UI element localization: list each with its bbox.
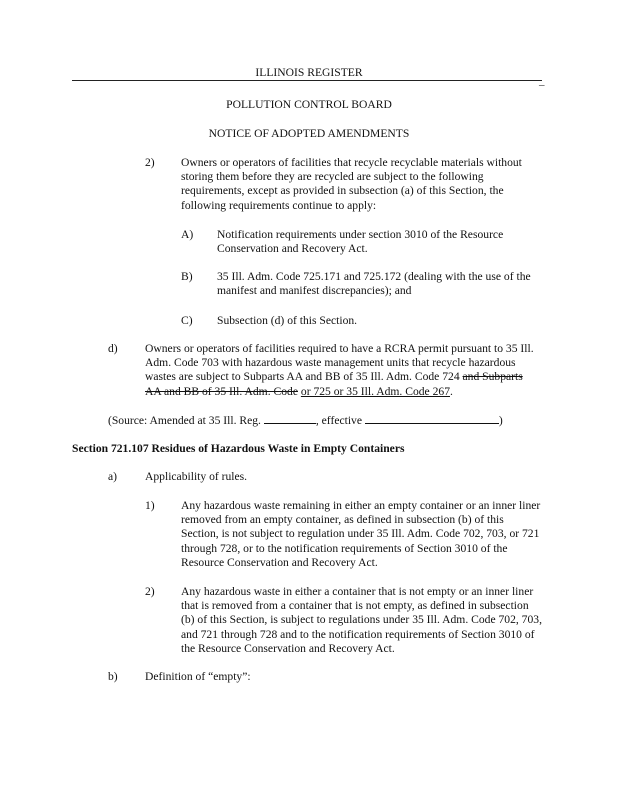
source-effective: , effective (315, 414, 362, 427)
item-d-inserted: or 725 or 35 Ill. Adm. Code 267 (300, 384, 450, 398)
source-suffix: ) (498, 414, 503, 427)
item-2a-label: A) (181, 228, 194, 241)
notice-title: NOTICE OF ADOPTED AMENDMENTS (208, 127, 410, 140)
header-tick: _ (539, 75, 545, 87)
item-a-label: a) (108, 470, 118, 483)
item-2-label: 2) (145, 156, 155, 169)
item-d-label: d) (108, 342, 118, 355)
item-a2-text: Any hazardous waste in either a container that is not empty or an inner liner that is removed from a container that is not empty, as defined in subsection (b) of this Section, is subject to regulations under 35 Ill. Adm. Code 702, 703, and 721 through 728 and to the notification requirements of Section 3010 of the Resource Conservation and Recovery Act. (181, 585, 542, 655)
item-2c-text: Subsection (d) of this Section. (217, 314, 358, 327)
effective-blank (365, 413, 499, 424)
section-title: Section 721.107 Residues of Hazardous Waste in Empty Containers (72, 442, 405, 455)
header-rule (72, 80, 542, 81)
item-d-struck: and Subparts AA and BB of 35 Ill. Adm. Code (145, 370, 523, 398)
item-2-text: Owners or operators of facilities that recycle recyclable materials without storing them before they are recycled are subject to the following requirements, except as provided in subsection (a) of this Section, the following requirements continue to apply: (181, 156, 522, 212)
item-d-end: . (450, 384, 453, 398)
item-2b-label: B) (181, 270, 193, 283)
item-2c-label: C) (181, 314, 193, 327)
item-a-text: Applicability of rules. (145, 470, 248, 483)
item-d-text (145, 342, 535, 399)
item-b-text: Definition of “empty”: (145, 670, 251, 683)
item-b-label: b) (108, 670, 118, 683)
source-line (108, 413, 503, 428)
board-title: POLLUTION CONTROL BOARD (226, 98, 392, 111)
item-2b-text: 35 Ill. Adm. Code 725.171 and 725.172 (dealing with the use of the manifest and manifest discrepancies); and (217, 270, 531, 298)
source-prefix: (Source: Amended at 35 Ill. Reg. (108, 414, 261, 427)
reg-blank (264, 413, 316, 424)
item-d-plain: Owners or operators of facilities required to have a RCRA permit pursuant to 35 Ill. Adm. Code 703 with hazardous waste management units that recycle hazardous wastes are subject to Subparts AA and BB of 35 Ill. Adm. Code 724 (145, 342, 534, 384)
register-title: ILLINOIS REGISTER (255, 66, 363, 79)
item-a1-text: Any hazardous waste remaining in either an empty container or an inner liner removed from an empty container, as defined in subsection (b) of this Section, is not subject to regulation under 35 Ill. Adm. Code 702, 703, or 721 through 728, or to the notification requirements of Section 3010 of the Resource Conservation and Recovery Act. (181, 499, 541, 569)
item-2a-text: Notification requirements under section 3010 of the Resource Conservation and Recovery Act. (217, 228, 504, 256)
item-a2-label: 2) (145, 585, 155, 598)
item-a1-label: 1) (145, 499, 155, 512)
